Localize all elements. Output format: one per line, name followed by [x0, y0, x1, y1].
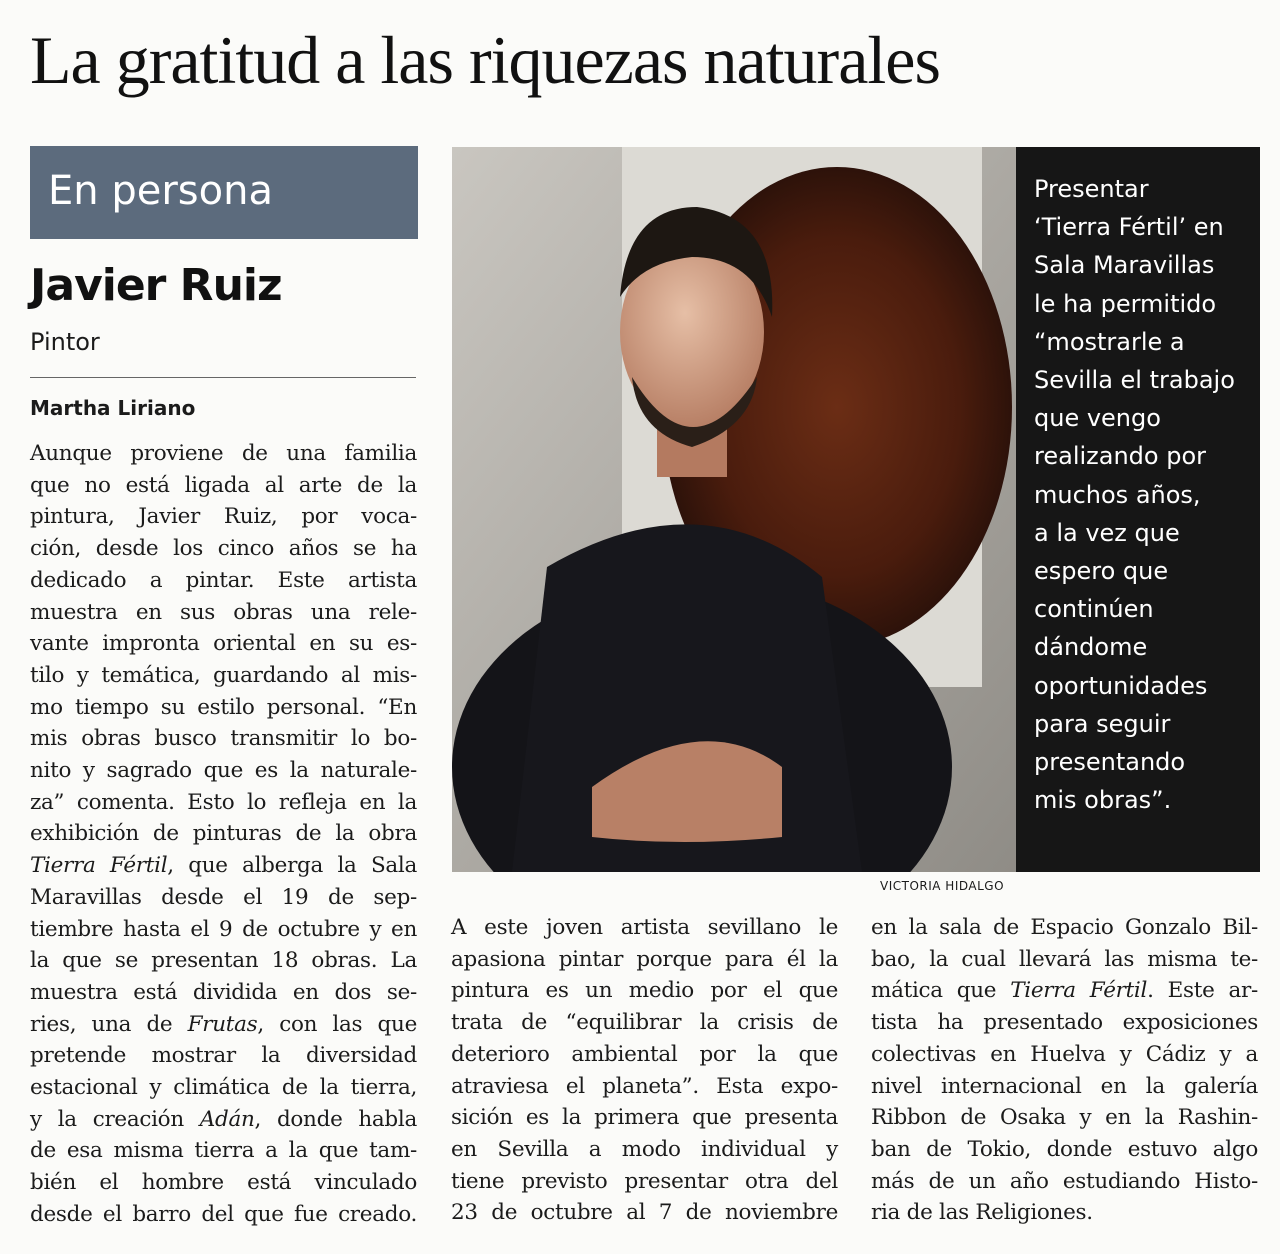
quote-line: Sevilla el trabajo [1034, 366, 1235, 395]
divider [30, 377, 416, 378]
quote-line: a la vez que [1034, 518, 1180, 547]
text-line: muestra en sus obras una rele- [30, 599, 417, 625]
work-title: Tierra Fértil [30, 853, 168, 879]
text-line: colectivas en Huelva y Cádiz y a [871, 1041, 1258, 1067]
text-line: pintura, Javier Ruiz, por voca- [30, 504, 417, 530]
text-line: dedicado a pintar. Este artista [30, 567, 417, 593]
text-line: en Sevilla a modo individual y [451, 1136, 838, 1162]
text-line: sición es la primera que presenta [451, 1105, 838, 1131]
text-line: desde el barro del que fue creado. [30, 1201, 417, 1227]
text-line: mis obras busco transmitir lo bo- [30, 726, 417, 752]
portrait-photo [452, 147, 1016, 872]
text-line: pretende mostrar la diversidad [30, 1043, 417, 1069]
quote-line: mis obras”. [1034, 786, 1172, 815]
text-line: bién el hombre está vinculado [30, 1170, 417, 1196]
byline: Martha Liriano [30, 396, 196, 420]
text-line: tilo y temática, guardando al mis- [30, 662, 417, 688]
quote-line: presentando [1034, 748, 1186, 777]
quote-line: que vengo [1034, 404, 1161, 433]
article-column-3 [871, 912, 1258, 1229]
text-line: y la creación Adán, donde habla [30, 1106, 417, 1132]
quote-line: ‘Tierra Fértil’ en [1034, 213, 1224, 242]
text-line: tiene previsto presentar otra del [451, 1168, 838, 1194]
quote-line: “mostrarle a [1034, 327, 1185, 356]
headline: La gratitud a las riquezas naturales [30, 22, 940, 98]
quote-line: dándome [1034, 633, 1148, 662]
portrait-illustration [452, 147, 1016, 872]
quote-line: Presentar [1034, 175, 1149, 203]
text-line: ria de las Religiones. [871, 1200, 1093, 1226]
text-line: trata de “equilibrar la crisis de [451, 1010, 838, 1036]
text-line: más de un año estudiando Histo- [871, 1168, 1258, 1194]
text-line: nito y sagrado que es la naturale- [30, 758, 417, 784]
text-line: apasiona pintar porque para él la [451, 946, 838, 972]
quote-line: le ha permitido [1034, 289, 1217, 318]
text-line: bao, la cual llevará las misma te- [871, 946, 1258, 972]
text-line: de esa misma tierra a la que tam- [30, 1138, 417, 1164]
work-title: Frutas [187, 1011, 258, 1037]
text-line: tiembre hasta el 9 de octubre y en [30, 916, 417, 942]
text-line: tista ha presentado exposiciones [871, 1010, 1258, 1036]
text-line: Maravillas desde el 19 de sep- [30, 884, 417, 910]
text-line: la que se presentan 18 obras. La [30, 948, 417, 974]
text-line: que no está ligada al arte de la [30, 472, 417, 498]
text-line: Tierra Fértil, que alberga la Sala [30, 853, 417, 879]
quote-line: realizando por [1034, 442, 1206, 471]
quote-line: Sala Maravillas [1034, 251, 1215, 280]
text-line: ban de Tokio, donde estuvo algo [871, 1136, 1258, 1162]
person-name: Javier Ruiz [30, 260, 282, 311]
work-title: Tierra Fértil [1010, 978, 1148, 1004]
quote-line: para seguir [1034, 709, 1171, 738]
photo-credit: VICTORIA HIDALGO [880, 879, 1005, 893]
text-line: atraviesa el planeta”. Esta expo- [451, 1073, 838, 1099]
text-line: ción, desde los cinco años se ha [30, 536, 417, 562]
quote-line: oportunidades [1034, 671, 1208, 700]
section-banner: En persona [30, 146, 418, 239]
work-title: Adán [199, 1106, 255, 1132]
pull-quote [1016, 147, 1260, 872]
text-line: Ribbon de Osaka y en la Rashin- [871, 1105, 1258, 1131]
article-column-2 [451, 912, 838, 1229]
text-line: estacional y climática de la tierra, [30, 1075, 417, 1101]
text-line: pintura es un medio por el que [451, 978, 838, 1004]
text-line: en la sala de Espacio Gonzalo Bil- [871, 915, 1258, 940]
text-line: exhibición de pinturas de la obra [30, 821, 417, 847]
text-line: za” comenta. Esto lo refleja en la [30, 789, 417, 815]
text-line: mo tiempo su estilo personal. “En [30, 694, 417, 720]
person-role: Pintor [30, 328, 100, 356]
text-line: nivel internacional en la galería [871, 1073, 1258, 1099]
text-line: deterioro ambiental por la que [451, 1041, 838, 1067]
text-line: mática que Tierra Fértil. Este ar- [871, 978, 1258, 1004]
text-line: 23 de octubre al 7 de noviembre [451, 1200, 838, 1226]
quote-line: espero que [1034, 557, 1169, 586]
quote-line: continúen [1034, 595, 1154, 624]
text-line: Aunque proviene de una familia [30, 441, 417, 466]
text-line: vante impronta oriental en su es- [30, 631, 417, 657]
text-line: ries, una de Frutas, con las que [30, 1011, 417, 1037]
quote-line: muchos años, [1034, 480, 1201, 509]
article-column-1 [30, 438, 417, 1231]
text-line: A este joven artista sevillano le [451, 915, 838, 940]
text-line: muestra está dividida en dos se- [30, 979, 417, 1005]
